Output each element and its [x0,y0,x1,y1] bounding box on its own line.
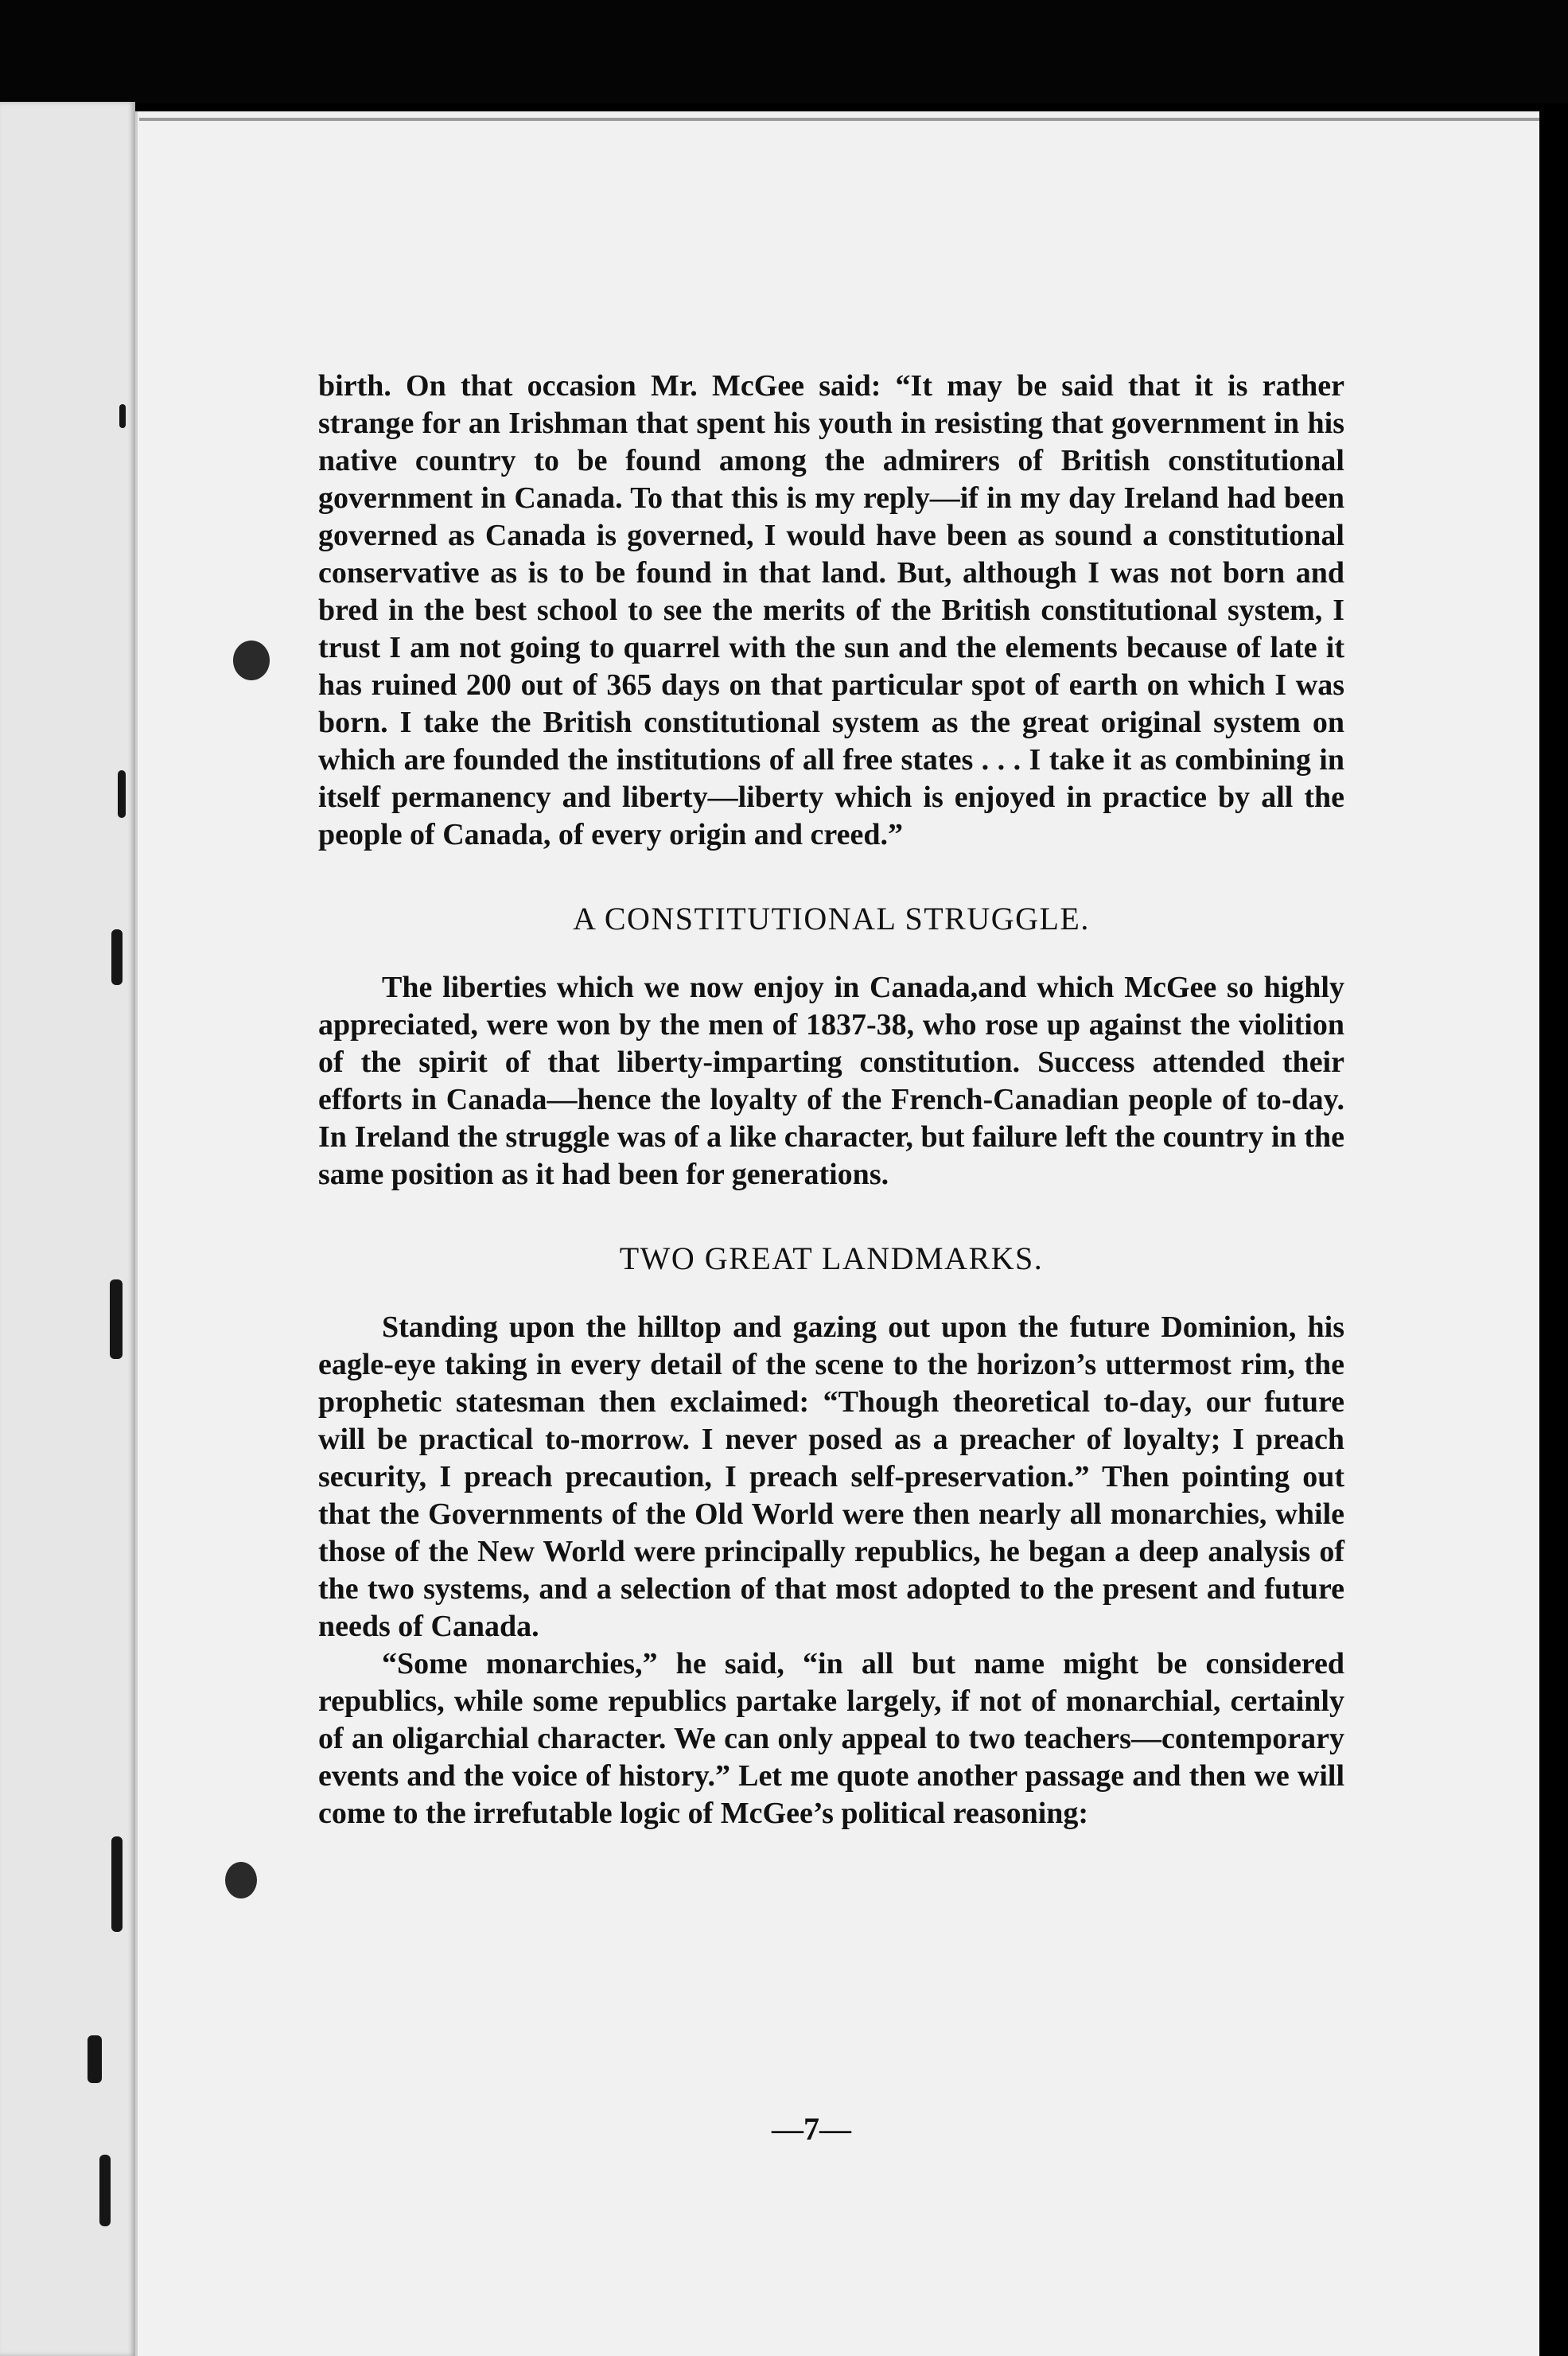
binding-mark [111,1836,123,1932]
binding-mark [110,1279,123,1359]
paragraph: The liberties which we now enjoy in Canada,and which McGee so highly appreciated, were won by the men of 1837-38, who rose up against the violition of the spirit of that liberty-imparting constitution. Success attended their efforts in Canada—hence the loyalty of the French-Canadian people of to-day. In Ireland the struggle was of a like character, but failure left the country in the same position as it had been for generations. [318,971,1344,1191]
binding-mark [111,929,123,985]
binding-mark [99,2155,111,2226]
binding-mark [118,770,126,818]
section-constitutional-struggle [318,969,1344,1194]
hole-punch-mark [225,1862,257,1898]
binding-mark [88,2035,102,2083]
page-body [318,368,1344,1832]
paragraph: birth. On that occasion Mr. McGee said: “It may be said that it is rather strange for an Irishman that spent his youth in resisting that government in his native country to be found among the admirers of British constitutional government in Canada. To that this is my reply—if in my day Ireland had been governed as Canada is governed, I would have been as sound a constitutional conservative as is to be found in that land. But, although I was not born and bred in the best school to see the merits of the British constitutional system, I trust I am not going to quarrel with the sun and the elements because of late it has ruined 200 out of 365 days on that particular spot of earth on which I was born. I take the British constitutional system as the great original system on which are founded the institutions of all free states . . . I take it as combining in itself permanency and liberty—liberty which is enjoyed in practice by all the people of Canada, of every origin and creed.” [318,369,1344,851]
binding-mark [119,404,126,428]
section-two-great-landmarks [318,1309,1344,1832]
paragraph: “Some monarchies,” he said, “in all but name might be considered republics, while some republics partake largely, if not of monarchial, certainly of an oligarchial character. We can only appeal to two teachers—contemporary events and the voice of history.” Let me quote another passage and then we will come to the irrefutable logic of McGee’s political reasoning: [318,1647,1344,1830]
scan-right-border [1539,103,1568,2356]
section-opening [318,368,1344,854]
facing-page-edge [0,102,135,2356]
hole-punch-mark [233,641,270,680]
page-top-rule [139,118,1539,121]
scan-top-border [0,0,1568,103]
section-heading: A CONSTITUTIONAL STRUGGLE. [573,901,1090,937]
page-number: —7— [772,2111,851,2147]
section-heading: TWO GREAT LANDMARKS. [619,1240,1044,1276]
paragraph: Standing upon the hilltop and gazing out upon the future Dominion, his eagle-eye taking in every detail of the scene to the horizon’s uttermost rim, the prophetic statesman then exclaimed: “Though theoretical to-day, our future will be practical to-morrow. I never posed as a preacher of loyalty; I preach security, I preach precaution, I preach self-preservation.” Then pointing out that the Governments of the Old World were then nearly all monarchies, while those of the New World were principally republics, he began a deep analysis of the two systems, and a selection of that most adopted to the present and future needs of Canada. [318,1310,1344,1643]
